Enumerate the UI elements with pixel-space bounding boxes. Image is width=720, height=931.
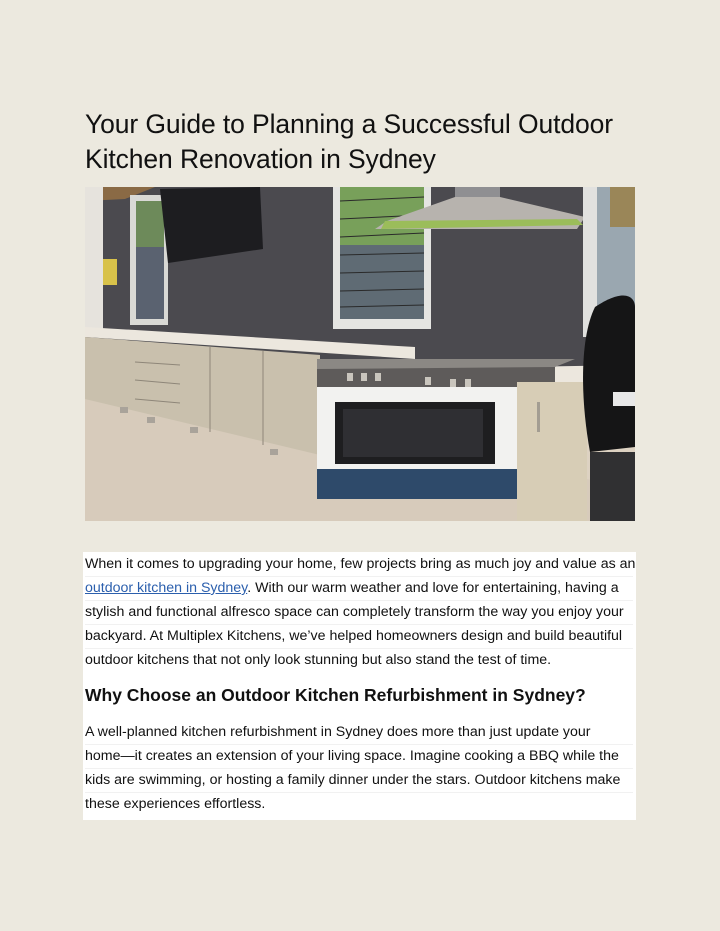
article-body bbox=[83, 552, 636, 820]
page-title bbox=[85, 107, 665, 177]
section-heading: Why Choose an Outdoor Kitchen Refurbishment in Sydney? bbox=[85, 685, 586, 705]
section-line-2: home—it creates an extension of your living space. Imagine cooking a BBQ while the bbox=[85, 744, 633, 769]
intro-line-5: outdoor kitchens that not only look stunning but also stand the test of time. bbox=[85, 652, 552, 668]
intro-line-2-text: . With our warm weather and love for entertaining, having a bbox=[247, 580, 619, 596]
title-line-2: Kitchen Renovation in Sydney bbox=[85, 144, 436, 174]
intro-line-3: stylish and functional alfresco space can completely transform the way you enjoy your bbox=[85, 600, 633, 625]
section-line-4: these experiences effortless. bbox=[85, 796, 266, 812]
intro-line-4: backyard. At Multiplex Kitchens, we’ve helped homeowners design and build beautiful bbox=[85, 624, 633, 649]
photo-icon bbox=[85, 187, 635, 521]
title-line-1: Your Guide to Planning a Successful Outdoor bbox=[85, 109, 614, 139]
hero-image bbox=[85, 187, 635, 521]
section-line-1: A well-planned kitchen refurbishment in Sydney does more than just update your bbox=[85, 720, 633, 745]
outdoor-kitchen-link[interactable]: outdoor kitchen in Sydney bbox=[85, 580, 248, 596]
intro-line-2 bbox=[85, 576, 633, 601]
intro-line-1: When it comes to upgrading your home, few projects bring as much joy and value as an bbox=[85, 552, 633, 577]
section-line-3: kids are swimming, or hosting a family dinner under the stars. Outdoor kitchens make bbox=[85, 768, 633, 793]
